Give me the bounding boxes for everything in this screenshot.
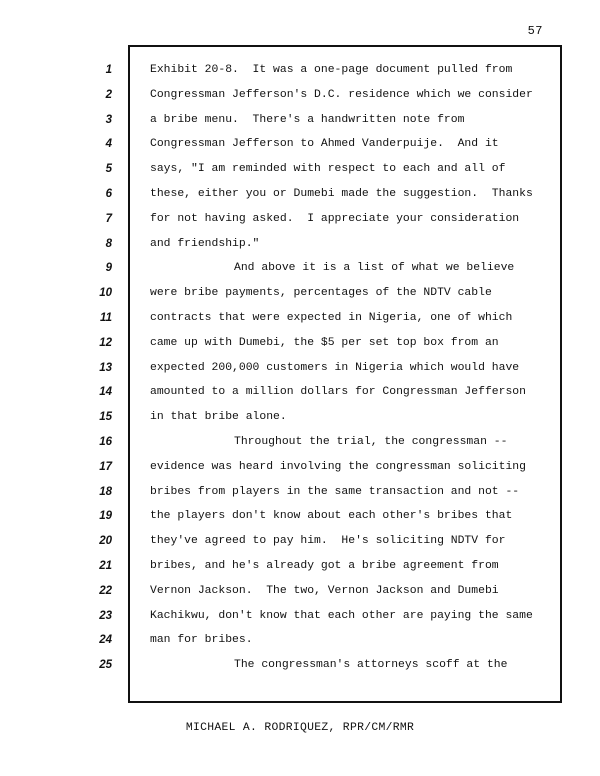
line-number: 2 (105, 88, 112, 101)
transcript-line: says, "I am reminded with respect to each and all of (150, 163, 506, 176)
line-number: 15 (99, 411, 112, 424)
transcript-line: The congressman's attorneys scoff at the (234, 659, 508, 672)
line-number: 23 (99, 609, 112, 622)
transcript-line: a bribe menu. There's a handwritten note from (150, 113, 465, 126)
line-number: 3 (105, 113, 112, 126)
transcript-line: for not having asked. I appreciate your consideration (150, 212, 520, 225)
transcript-line: expected 200,000 customers in Nigeria which would have (150, 361, 520, 374)
line-number: 6 (105, 187, 112, 200)
transcript-line: bribes from players in the same transaction and not -- (150, 485, 520, 498)
line-number: 18 (99, 485, 112, 498)
line-number: 12 (99, 336, 112, 349)
line-number: 4 (105, 138, 112, 151)
line-number: 25 (99, 659, 112, 672)
line-number: 5 (105, 163, 112, 176)
line-number: 7 (105, 212, 112, 225)
transcript-line: in that bribe alone. (150, 411, 287, 424)
transcript-line: and friendship." (150, 237, 260, 250)
line-number: 20 (99, 535, 112, 548)
line-number: 11 (100, 311, 112, 324)
line-number: 14 (99, 386, 112, 399)
line-number: 10 (99, 287, 112, 300)
line-number: 19 (99, 510, 112, 523)
line-number: 13 (99, 361, 112, 374)
transcript-line: Vernon Jackson. The two, Vernon Jackson and Dumebi (150, 584, 499, 597)
transcript-line: evidence was heard involving the congressman soliciting (150, 460, 526, 473)
line-number: 9 (105, 262, 112, 275)
transcript-text (150, 62, 555, 682)
transcript-line: Throughout the trial, the congressman -- (234, 435, 508, 448)
transcript-line: the players don't know about each other's bribes that (150, 510, 513, 523)
transcript-line: these, either you or Dumebi made the suggestion. Thanks (150, 187, 533, 200)
line-number-column (90, 62, 112, 682)
transcript-line: were bribe payments, percentages of the NDTV cable (150, 287, 492, 300)
page-number: 57 (527, 24, 543, 38)
line-number: 17 (99, 460, 112, 473)
line-number: 21 (99, 559, 112, 572)
transcript-line: contracts that were expected in Nigeria, one of which (150, 311, 513, 324)
transcript-line: they've agreed to pay him. He's soliciting NDTV for (150, 535, 506, 548)
reporter-footer: MICHAEL A. RODRIQUEZ, RPR/CM/RMR (185, 722, 415, 734)
transcript-line: Congressman Jefferson to Ahmed Vanderpuije. And it (150, 138, 499, 151)
transcript-line: came up with Dumebi, the $5 per set top box from an (150, 336, 499, 349)
transcript-line: Congressman Jefferson's D.C. residence which we consider (150, 88, 533, 101)
transcript-line: man for bribes. (150, 634, 253, 647)
transcript-line: bribes, and he's already got a bribe agreement from (150, 559, 499, 572)
line-number: 16 (99, 435, 112, 448)
line-number: 8 (105, 237, 112, 250)
transcript-line: Kachikwu, don't know that each other are paying the same (150, 609, 533, 622)
line-number: 1 (105, 64, 112, 76)
line-number: 22 (99, 584, 112, 597)
line-number: 24 (99, 634, 112, 647)
transcript-line: amounted to a million dollars for Congressman Jefferson (150, 386, 526, 399)
transcript-line: Exhibit 20-8. It was a one-page document pulled from (150, 64, 513, 76)
transcript-line: And above it is a list of what we believe (234, 262, 515, 275)
